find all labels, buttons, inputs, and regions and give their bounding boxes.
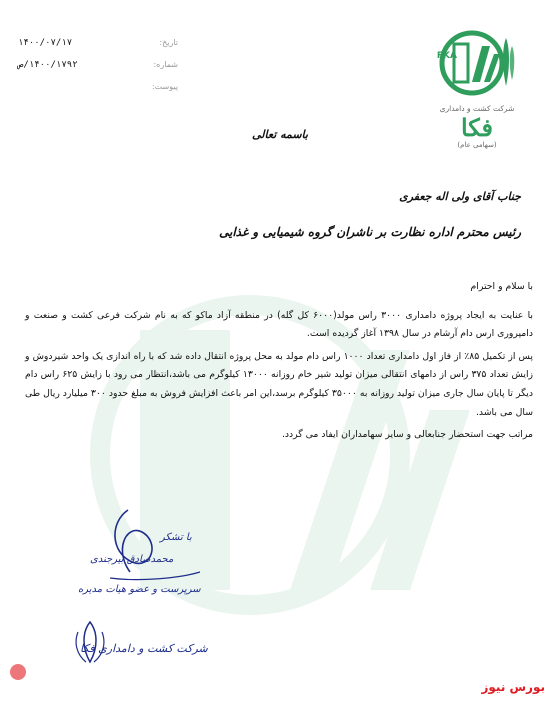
recipient-name: جناب آقای ولی اله جعفری bbox=[399, 190, 521, 203]
greeting: با سلام و احترام bbox=[470, 281, 533, 292]
recipient-block bbox=[41, 190, 521, 239]
paragraph-2: پس از تکمیل ۸۵٪ از فاز اول دامداری تعداد ۱۰۰۰ راس دام مولد به محل پروژه انتقال داده شد که با راه اندازی یک واحد شیردوش و زایش تعداد ۳۷۵ راس از دامهای انتقالی میزان تولید شیر خام روزانه ۱۳۰۰۰ کیلوگرم می باشد،انتظار می رود با زایش ۶۲۵ راس دام دیگر تا پایان سال جاری میزان تولید روزانه به ۳۵۰۰۰ کیلوگرم برسد،این امر باعث افزایش فروش به مبلغ حدود ۳۰۰ میلیارد ریال طی سال می باشد. bbox=[25, 350, 534, 418]
stamp-text: شرکت کشت و دامداری فکا bbox=[80, 642, 208, 655]
news-watermark: بورس نیوز bbox=[481, 680, 545, 694]
news-logo-icon bbox=[8, 662, 28, 682]
letter-meta bbox=[18, 38, 178, 104]
number-row bbox=[18, 60, 178, 82]
paragraph-3: مراتب جهت استحضار جنابعالی و سایر سهامداران ایفاد می گردد. bbox=[281, 429, 533, 441]
letter-body bbox=[25, 278, 533, 449]
bismillah-heading: باسمه تعالی bbox=[252, 128, 308, 141]
attachment-label: پیوست: bbox=[151, 82, 178, 91]
signature-closing: با تشکر bbox=[160, 532, 192, 543]
company-logo-block bbox=[421, 28, 533, 149]
date-row bbox=[18, 38, 178, 60]
date-label: تاریخ: bbox=[159, 38, 178, 47]
signer-name: محمدصادق بیرجندی bbox=[90, 554, 174, 565]
number-label: شماره: bbox=[153, 60, 178, 69]
recipient-title: رئیس محترم اداره نظارت بر ناشران گروه شیمیایی و غذایی bbox=[219, 225, 521, 239]
number-value: ۱۴۰۰/۱۷۹۲/ص bbox=[18, 60, 78, 70]
company-logo-icon bbox=[432, 28, 522, 98]
logo-text: FKA bbox=[436, 51, 457, 61]
signer-title: سرپرست و عضو هیات مدیره bbox=[78, 584, 201, 595]
paragraph-1: با عنایت به ایجاد پروژه دامداری ۳۰۰۰ راس مولد(۶۰۰۰ کل گله) در منطقه آزاد ماکو که به نام شرکت فرعی کشت و صنعت و دامپروری ارس دام آرشام در سال ۱۳۹۸ آغاز گردیده است. bbox=[25, 309, 533, 340]
company-brand: فکا bbox=[460, 113, 494, 142]
company-type: (سهامی عام) bbox=[457, 141, 497, 149]
date-value: ۱۴۰۰/۰۷/۱۷ bbox=[18, 38, 73, 48]
company-name: شرکت کشت و دامداری bbox=[439, 104, 515, 113]
attachment-row bbox=[18, 82, 178, 104]
emblem-icon bbox=[60, 618, 120, 668]
